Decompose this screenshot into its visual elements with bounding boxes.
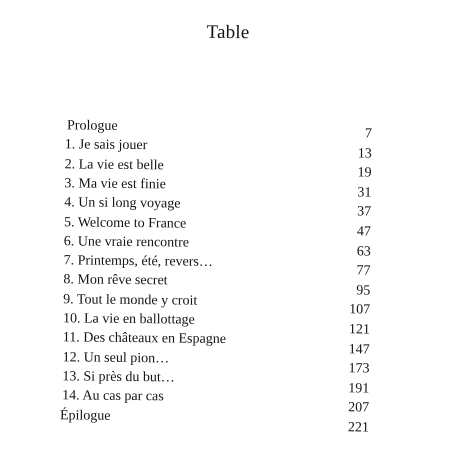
toc-entry-page: 13 [357, 145, 372, 162]
toc-entry-page: 37 [357, 204, 372, 220]
toc-entry-title: Prologue [66, 118, 118, 134]
toc-entry-page: 77 [356, 263, 371, 279]
page-title: Table [206, 21, 250, 44]
toc-entry-page: 147 [348, 341, 370, 358]
toc-entry-title: 9. Tout le monde y croit [63, 291, 198, 309]
toc-entry-title: 3. Ma vie est finie [64, 176, 166, 193]
toc-entry-title: 14. Au cas par cas [62, 388, 164, 405]
toc-entry-page: 121 [348, 322, 370, 338]
toc-entry-title: 10. La vie en ballottage [62, 311, 195, 328]
toc-entry-title: 11. Des châteaux en Espagne [62, 330, 227, 348]
toc-entry-title: 13. Si près du but… [62, 369, 175, 386]
toc-entry-title: 8. Mon rêve secret [63, 272, 168, 289]
toc-entry-page: 221 [347, 420, 369, 436]
toc-entry-page: 173 [348, 361, 370, 377]
toc-entry-title: 6. Une vraie rencontre [63, 234, 190, 251]
toc-entry-page: 107 [349, 302, 371, 318]
toc-entry-page: 207 [348, 400, 370, 416]
toc-entry-page: 95 [356, 283, 371, 299]
toc-entry-page: 63 [356, 243, 371, 260]
toc-entry-page: 47 [356, 224, 372, 240]
toc-entry-title: 12. Un seul pion… [62, 349, 170, 367]
toc-entry-page: 19 [357, 165, 372, 181]
toc-entry-title: 4. Un si long voyage [64, 195, 181, 212]
toc-entry-title: 1. Je sais jouer [64, 137, 148, 154]
toc-entry-title: Épilogue [59, 407, 111, 424]
toc-entry-page: 7 [364, 126, 373, 142]
toc-entry-title: 5. Welcome to France [63, 214, 187, 232]
toc-entry-page: 31 [357, 185, 372, 201]
toc-entry-title: 7. Printemps, été, revers… [63, 253, 213, 270]
toc-entry-title: 2. La vie est belle [64, 156, 164, 173]
toc-entry-page: 191 [348, 381, 370, 397]
